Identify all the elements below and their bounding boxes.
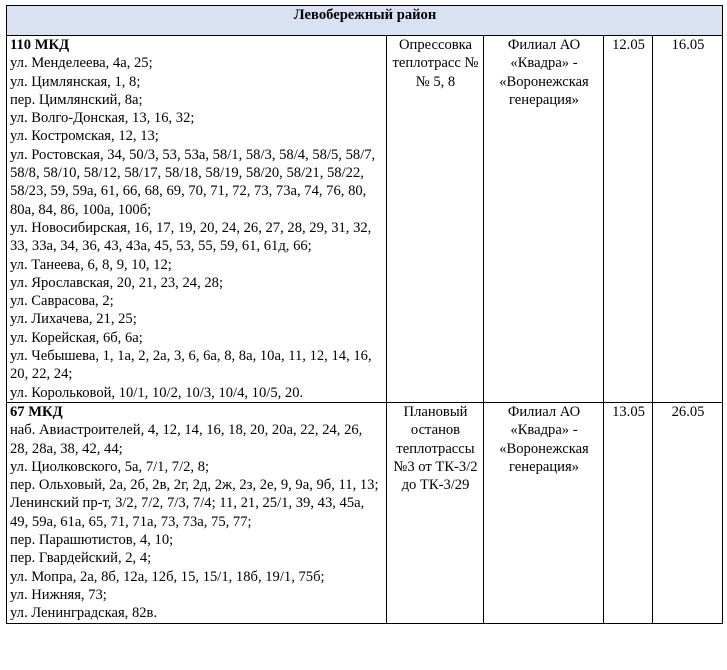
start-date: 13.05 [604,402,653,623]
address-line: ул. Мопра, 2а, 8б, 12а, 12б, 15, 15/1, 18б, 19/1, 75б; [10,568,325,585]
work-description: Плановый останов теплотрассы №3 от ТК-3/2 до ТК-3/29 [387,402,484,623]
address-line: пер. Цимлянский, 8а; [10,91,143,108]
address-line: ул. Волго-Донская, 13, 16, 32; [10,110,195,127]
address-cell [7,402,387,623]
address-line: пер. Парашютистов, 4, 10; [10,532,174,549]
address-line: ул. Корольковой, 10/1, 10/2, 10/3, 10/4, 10/5, 20. [10,384,304,401]
building-count: 110 МКД [10,37,70,53]
table-row [7,36,723,403]
address-line: пер. Гвардейский, 2, 4; [10,550,152,567]
address-line: ул. Цимлянская, 1, 8; [10,73,141,90]
work-description: Опрессовка теплотрасс №№ 5, 8 [387,36,484,403]
address-line: ул. Корейская, 6б, 6а; [10,329,143,346]
address-line: ул. Ленинградская, 82в. [10,605,158,622]
address-line: ул. Циолковского, 5а, 7/1, 7/2, 8; [10,458,210,475]
address-cell [7,36,387,403]
address-line: ул. Танеева, 6, 8, 9, 10, 12; [10,256,172,273]
address-line: ул. Менделеева, 4а, 25; [10,55,153,72]
start-date: 12.05 [604,36,653,403]
building-count: 67 МКД [10,403,63,420]
responsible-organization: Филиал АО «Квадра» - «Воронежская генерация» [484,402,604,623]
outage-schedule-table [6,5,723,624]
responsible-organization: Филиал АО «Квадра» - «Воронежская генерация» [484,36,604,403]
address-line: пер. Ольховый, 2а, 2б, 2в, 2г, 2д, 2ж, 2з, 2е, 9, 9а, 9б, 11, 13; [10,477,379,494]
address-line: ул. Ростовская, 34, 50/3, 53, 53а, 58/1, 58/3, 58/4, 58/5, 58/7, 58/8, 58/10, 58/12, 58/17, 58/18, 58/19, 58/20, 58/21, 58/22, 58/23, 59, 59а, 61, 66, 68, 69, 70, 71, 72, 73, 73а, 74, 76, 80, 80а, 84, 86, 100а, 100б; [10,146,376,218]
end-date: 26.05 [653,402,723,623]
address-line: ул. Чебышева, 1, 1а, 2, 2а, 3, 6, 6а, 8, 8а, 10а, 11, 12, 14, 16, 20, 22, 24; [10,348,372,383]
address-line: ул. Нижняя, 73; [10,586,107,603]
address-line: ул. Ярославская, 20, 21, 23, 24, 28; [10,274,224,291]
address-line: наб. Авиастроителей, 4, 12, 14, 16, 18, 20, 20а, 22, 24, 26, 28, 28а, 38, 42, 44; [10,422,363,457]
table-row [7,402,723,623]
end-date: 16.05 [653,36,723,403]
address-line: Ленинский пр-т, 3/2, 7/2, 7/3, 7/4; 11, 21, 25/1, 39, 43, 45а, 49, 59а, 61а, 65, 71, 71а, 73, 73а, 75, 77; [10,495,365,530]
district-header: Левобережный район [7,6,723,36]
district-header-row [7,6,723,36]
address-line: ул. Костромская, 12, 13; [10,128,159,145]
address-line: ул. Новосибирская, 16, 17, 19, 20, 24, 26, 27, 28, 29, 31, 32, 33, 33а, 34, 36, 43, 43а, 45, 53, 55, 59, 61, 61д, 66; [10,219,372,255]
address-line: ул. Саврасова, 2; [10,293,114,310]
address-line: ул. Лихачева, 21, 25; [10,311,137,328]
